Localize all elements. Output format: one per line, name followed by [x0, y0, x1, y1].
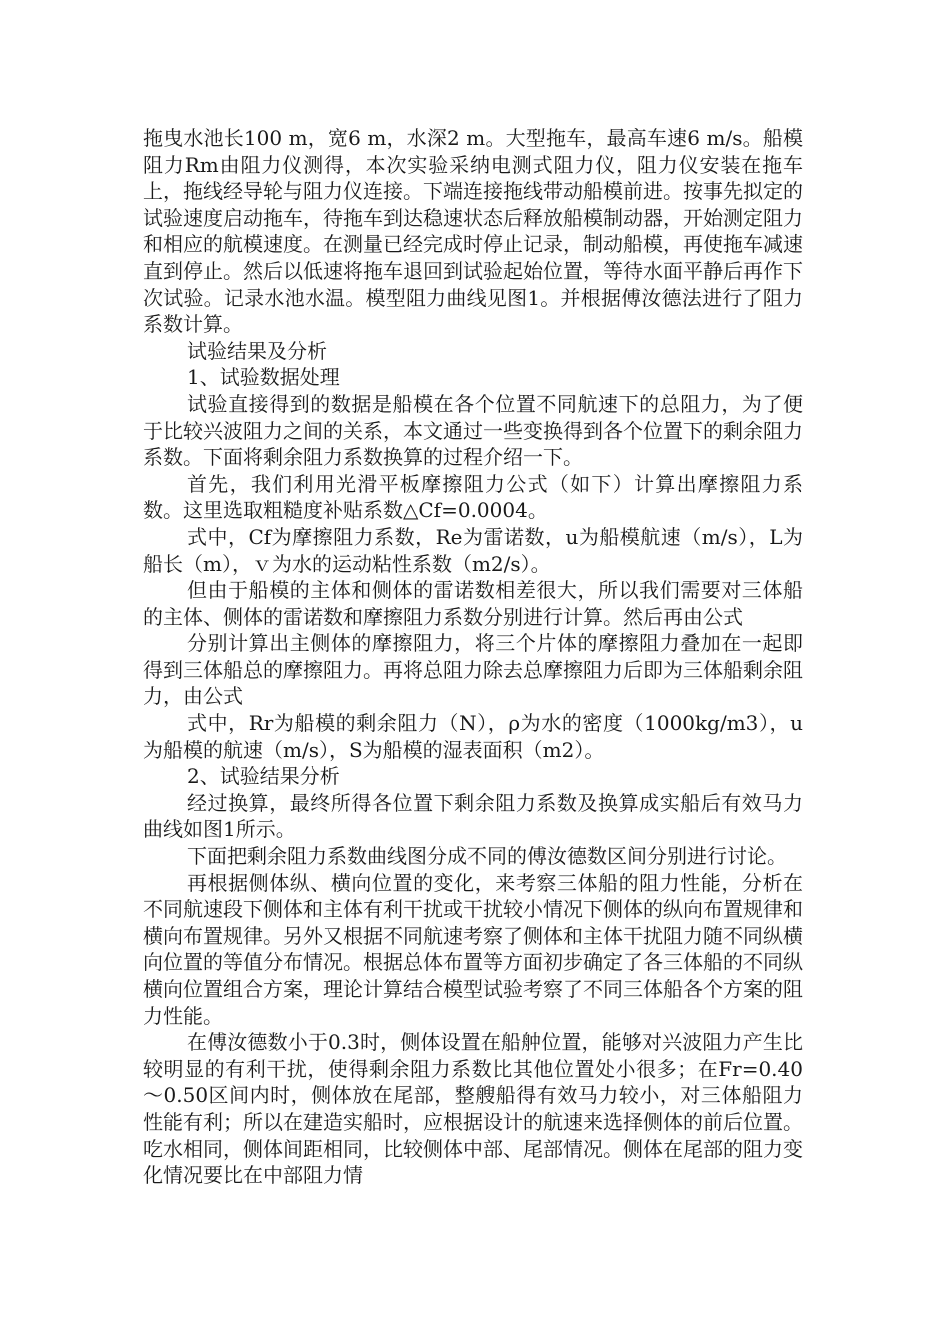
paragraph-friction-sum: 分别计算出主侧体的摩擦阻力，将三个片体的摩擦阻力叠加在一起即得到三体船总的摩擦阻力。再将总阻力除去总摩擦阻力后即为三体船剩余阻力，由公式 [143, 631, 803, 709]
paragraph-conversion: 经过换算，最终所得各位置下剩余阻力系数及换算成实船后有效马力曲线如图1所示。 [143, 790, 803, 842]
section-heading-results: 试验结果及分析 [187, 338, 327, 363]
paragraph-froude-intervals: 下面把剩余阻力系数曲线图分成不同的傅汝德数区间分别进行讨论。 [187, 844, 787, 869]
paragraph-total-resistance: 试验直接得到的数据是船模在各个位置不同航速下的总阻力，为了便于比较兴波阻力之间的关系，本文通过一些变换得到各个位置下的剩余阻力系数。下面将剩余阻力系数换算的过程介绍一下。 [143, 391, 803, 470]
paragraph-towing-tank: 拖曳水池长100 m，宽6 m，水深2 m。大型拖车，最高车速6 m/s。船模阻力Rm由阻力仪测得，本次实验采纳电测式阻力仪，阻力仪安装在拖车上，拖线经导轮与阻力仪连接。下端连接拖线带动船模前进。按事先拟定的试验速度启动拖车，待拖车到达稳速状态后释放船模制动器，开始测定阻力和相应的航模速度。在测量已经完成时停止记录，制动船模，再使拖车减速直到停止。然后以低速将拖车退回到试验起始位置，等待水面平静后再作下次试验。记录水池水温。模型阻力曲线见图1。并根据傅汝德法进行了阻力系数计算。 [143, 126, 803, 337]
subsection-heading-results-analysis: 2、试验结果分析 [187, 764, 340, 789]
paragraph-friction-formula: 首先，我们利用光滑平板摩擦阻力公式（如下）计算出摩擦阻力系数。这里选取粗糙度补贴系数△Cf=0.0004。 [143, 471, 803, 523]
paragraph-froude-analysis: 在傅汝德数小于0.3时，侧体设置在船舯位置，能够对兴波阻力产生比较明显的有利干扰，使得剩余阻力系数比其他位置处小很多；在Fr=0.40～0.50区间内时，侧体放在尾部，整艘船得有效马力较小，对三体船阻力性能有利；所以在建造实船时，应根据设计的航速来选择侧体的前后位置。吃水相同，侧体间距相同，比较侧体中部、尾部情况。侧体在尾部的阻力变化情况要比在中部阻力情 [143, 1030, 803, 1188]
paragraph-symbol-definitions: 式中，Cf为摩擦阻力系数，Re为雷诺数，u为船模航速（m/s），L为船长（m），ｖ为水的运动粘性系数（m2/s）。 [143, 524, 803, 576]
paragraph-side-hull-layout: 再根据侧体纵、横向位置的变化，来考察三体船的阻力性能，分析在不同航速段下侧体和主体有利干扰或干扰较小情况下侧体的纵向布置规律和横向布置规律。另外又根据不同航速考察了侧体和主体干扰阻力随不同纵横向位置的等值分布情况。根据总体布置等方面初步确定了各三体船的不同纵横向位置组合方案，理论计算结合模型试验考察了不同三体船各个方案的阻力性能。 [143, 870, 803, 1028]
paragraph-residual-definitions: 式中，Rr为船模的剩余阻力（N），ρ为水的密度（1000kg/m3），u为船模的航速（m/s），S为船模的湿表面积（m2）。 [143, 711, 803, 762]
paragraph-reynolds-numbers: 但由于船模的主体和侧体的雷诺数相差很大，所以我们需要对三体船的主体、侧体的雷诺数和摩擦阻力系数分别进行计算。然后再由公式 [143, 578, 803, 629]
subsection-heading-data-processing: 1、试验数据处理 [187, 365, 340, 390]
document-body [143, 125, 803, 1189]
